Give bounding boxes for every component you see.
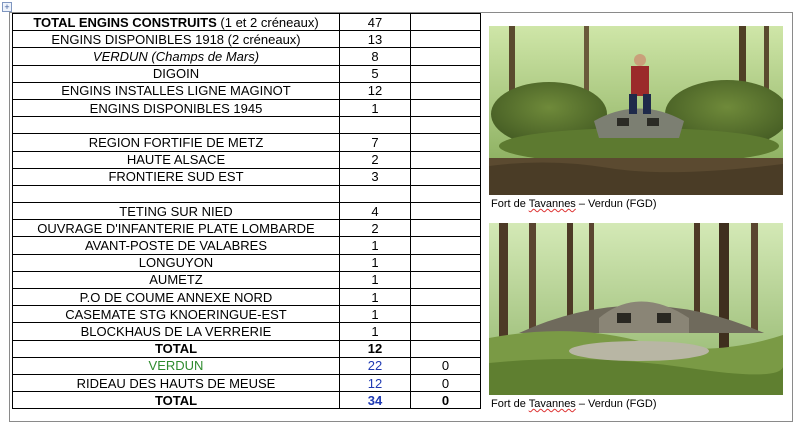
table-row <box>13 14 481 31</box>
row-label-cell <box>13 323 340 340</box>
row-label-cell <box>13 31 340 48</box>
row-label-cell <box>13 340 340 357</box>
row-label: HAUTE ALSACE <box>126 152 226 168</box>
caption-suffix: – Verdun (FGD) <box>575 398 657 410</box>
caption-place: Tavannes <box>528 398 576 410</box>
table-row <box>13 254 481 271</box>
row-label-cell <box>13 48 340 65</box>
row-extra-cell <box>411 271 481 288</box>
row-label: REGION FORTIFIE DE METZ <box>88 134 264 150</box>
table-row <box>13 340 481 357</box>
row-count-cell: 2 <box>340 151 411 168</box>
row-extra-cell <box>411 168 481 185</box>
row-count-cell: 1 <box>340 323 411 340</box>
row-count-cell: 2 <box>340 220 411 237</box>
row-label-cell <box>13 99 340 116</box>
row-count-cell: 7 <box>340 134 411 151</box>
row-extra-cell <box>411 134 481 151</box>
row-extra-cell <box>411 82 481 99</box>
fort-photo-bottom <box>489 223 783 395</box>
row-extra-cell <box>411 31 481 48</box>
row-count-cell: 12 <box>340 82 411 99</box>
row-extra-cell <box>411 340 481 357</box>
row-label: TETING SUR NIED <box>119 203 233 219</box>
caption-prefix: Fort de <box>491 398 529 410</box>
row-label-cell <box>13 306 340 323</box>
table-row <box>13 48 481 65</box>
row-extra-cell: 0 <box>411 357 481 374</box>
row-label: ENGINS DISPONIBLES 1918 (2 créneaux) <box>51 31 301 47</box>
row-label-cell <box>13 357 340 374</box>
row-count-cell <box>340 185 411 202</box>
row-label: FRONTIERE SUD EST <box>108 169 244 185</box>
table-row <box>13 323 481 340</box>
table-row <box>13 237 481 254</box>
row-extra-cell <box>411 289 481 306</box>
row-extra-cell <box>411 48 481 65</box>
row-label-cell <box>13 237 340 254</box>
table-row <box>13 168 481 185</box>
photo-caption-top <box>491 198 657 210</box>
row-extra-cell: 0 <box>411 392 481 409</box>
table-row <box>13 271 481 288</box>
row-count-cell: 8 <box>340 48 411 65</box>
caption-place: Tavannes <box>528 198 576 210</box>
table-row <box>13 99 481 116</box>
row-count-cell: 47 <box>340 14 411 31</box>
row-count-cell: 1 <box>340 99 411 116</box>
table-row <box>13 357 481 374</box>
row-count-cell: 1 <box>340 271 411 288</box>
caption-prefix: Fort de <box>491 198 529 210</box>
row-label-cell <box>13 151 340 168</box>
row-label-cell <box>13 14 340 31</box>
row-label-cell <box>13 220 340 237</box>
table-row <box>13 151 481 168</box>
row-extra-cell: 0 <box>411 374 481 391</box>
table-row <box>13 117 481 134</box>
row-extra-cell <box>411 14 481 31</box>
row-extra-cell <box>411 65 481 82</box>
row-label: BLOCKHAUS DE LA VERRERIE <box>80 323 272 339</box>
row-label: ENGINS INSTALLES LIGNE MAGINOT <box>61 83 291 99</box>
fort-photo-top <box>489 26 783 195</box>
row-count-cell: 13 <box>340 31 411 48</box>
table-row <box>13 31 481 48</box>
row-count-cell <box>340 117 411 134</box>
row-label-italic: VERDUN (Champs de Mars) <box>92 48 260 64</box>
row-label-bold: TOTAL ENGINS CONSTRUITS <box>33 14 217 30</box>
row-label-cell <box>13 271 340 288</box>
row-label: AUMETZ <box>149 272 203 288</box>
engins-table <box>12 13 481 409</box>
table-row <box>13 82 481 99</box>
row-label-cell <box>13 289 340 306</box>
table-row <box>13 306 481 323</box>
row-label-cell <box>13 254 340 271</box>
row-count-cell: 34 <box>340 392 411 409</box>
row-label: LONGUYON <box>138 255 214 271</box>
row-count-cell: 1 <box>340 254 411 271</box>
row-extra-cell <box>411 185 481 202</box>
table-row <box>13 374 481 391</box>
table-row <box>13 220 481 237</box>
row-extra-cell <box>411 117 481 134</box>
row-label-cell <box>13 117 340 134</box>
table-row <box>13 134 481 151</box>
table-row <box>13 185 481 202</box>
row-label-cell <box>13 185 340 202</box>
table-move-handle-icon[interactable]: + <box>2 2 12 12</box>
table-row <box>13 289 481 306</box>
row-label: ENGINS DISPONIBLES 1945 <box>89 100 263 116</box>
row-extra-cell <box>411 254 481 271</box>
row-label-cell <box>13 374 340 391</box>
row-extra-cell <box>411 151 481 168</box>
table-row <box>13 392 481 409</box>
row-label-bold: TOTAL <box>154 341 198 357</box>
row-label: VERDUN <box>148 358 204 374</box>
row-count-cell: 5 <box>340 65 411 82</box>
row-label: (1 et 2 créneaux) <box>216 14 319 30</box>
row-label: OUVRAGE D'INFANTERIE PLATE LOMBARDE <box>37 220 315 236</box>
row-count-cell: 1 <box>340 306 411 323</box>
photo-panel <box>481 13 793 421</box>
row-count-cell: 1 <box>340 289 411 306</box>
row-label-cell <box>13 82 340 99</box>
row-label: CASEMATE STG KNOERINGUE-EST <box>65 306 287 322</box>
row-label-cell <box>13 134 340 151</box>
row-label-cell <box>13 203 340 220</box>
row-label: AVANT-POSTE DE VALABRES <box>84 238 268 254</box>
row-count-cell: 12 <box>340 374 411 391</box>
row-count-cell: 12 <box>340 340 411 357</box>
row-extra-cell <box>411 203 481 220</box>
row-label: P.O DE COUME ANNEXE NORD <box>79 289 273 305</box>
row-label-cell <box>13 392 340 409</box>
caption-suffix: – Verdun (FGD) <box>575 198 657 210</box>
row-extra-cell <box>411 99 481 116</box>
row-extra-cell <box>411 323 481 340</box>
row-extra-cell <box>411 220 481 237</box>
row-count-cell: 4 <box>340 203 411 220</box>
row-label-cell <box>13 65 340 82</box>
row-count-cell: 22 <box>340 357 411 374</box>
row-extra-cell <box>411 237 481 254</box>
row-count-cell: 3 <box>340 168 411 185</box>
row-label: RIDEAU DES HAUTS DE MEUSE <box>76 375 276 391</box>
row-count-cell: 1 <box>340 237 411 254</box>
table-row <box>13 65 481 82</box>
row-label-cell <box>13 168 340 185</box>
row-label-bold: TOTAL <box>154 392 198 408</box>
row-extra-cell <box>411 306 481 323</box>
row-label: DIGOIN <box>152 66 200 82</box>
photo-caption-bottom <box>491 398 657 410</box>
table-row <box>13 203 481 220</box>
